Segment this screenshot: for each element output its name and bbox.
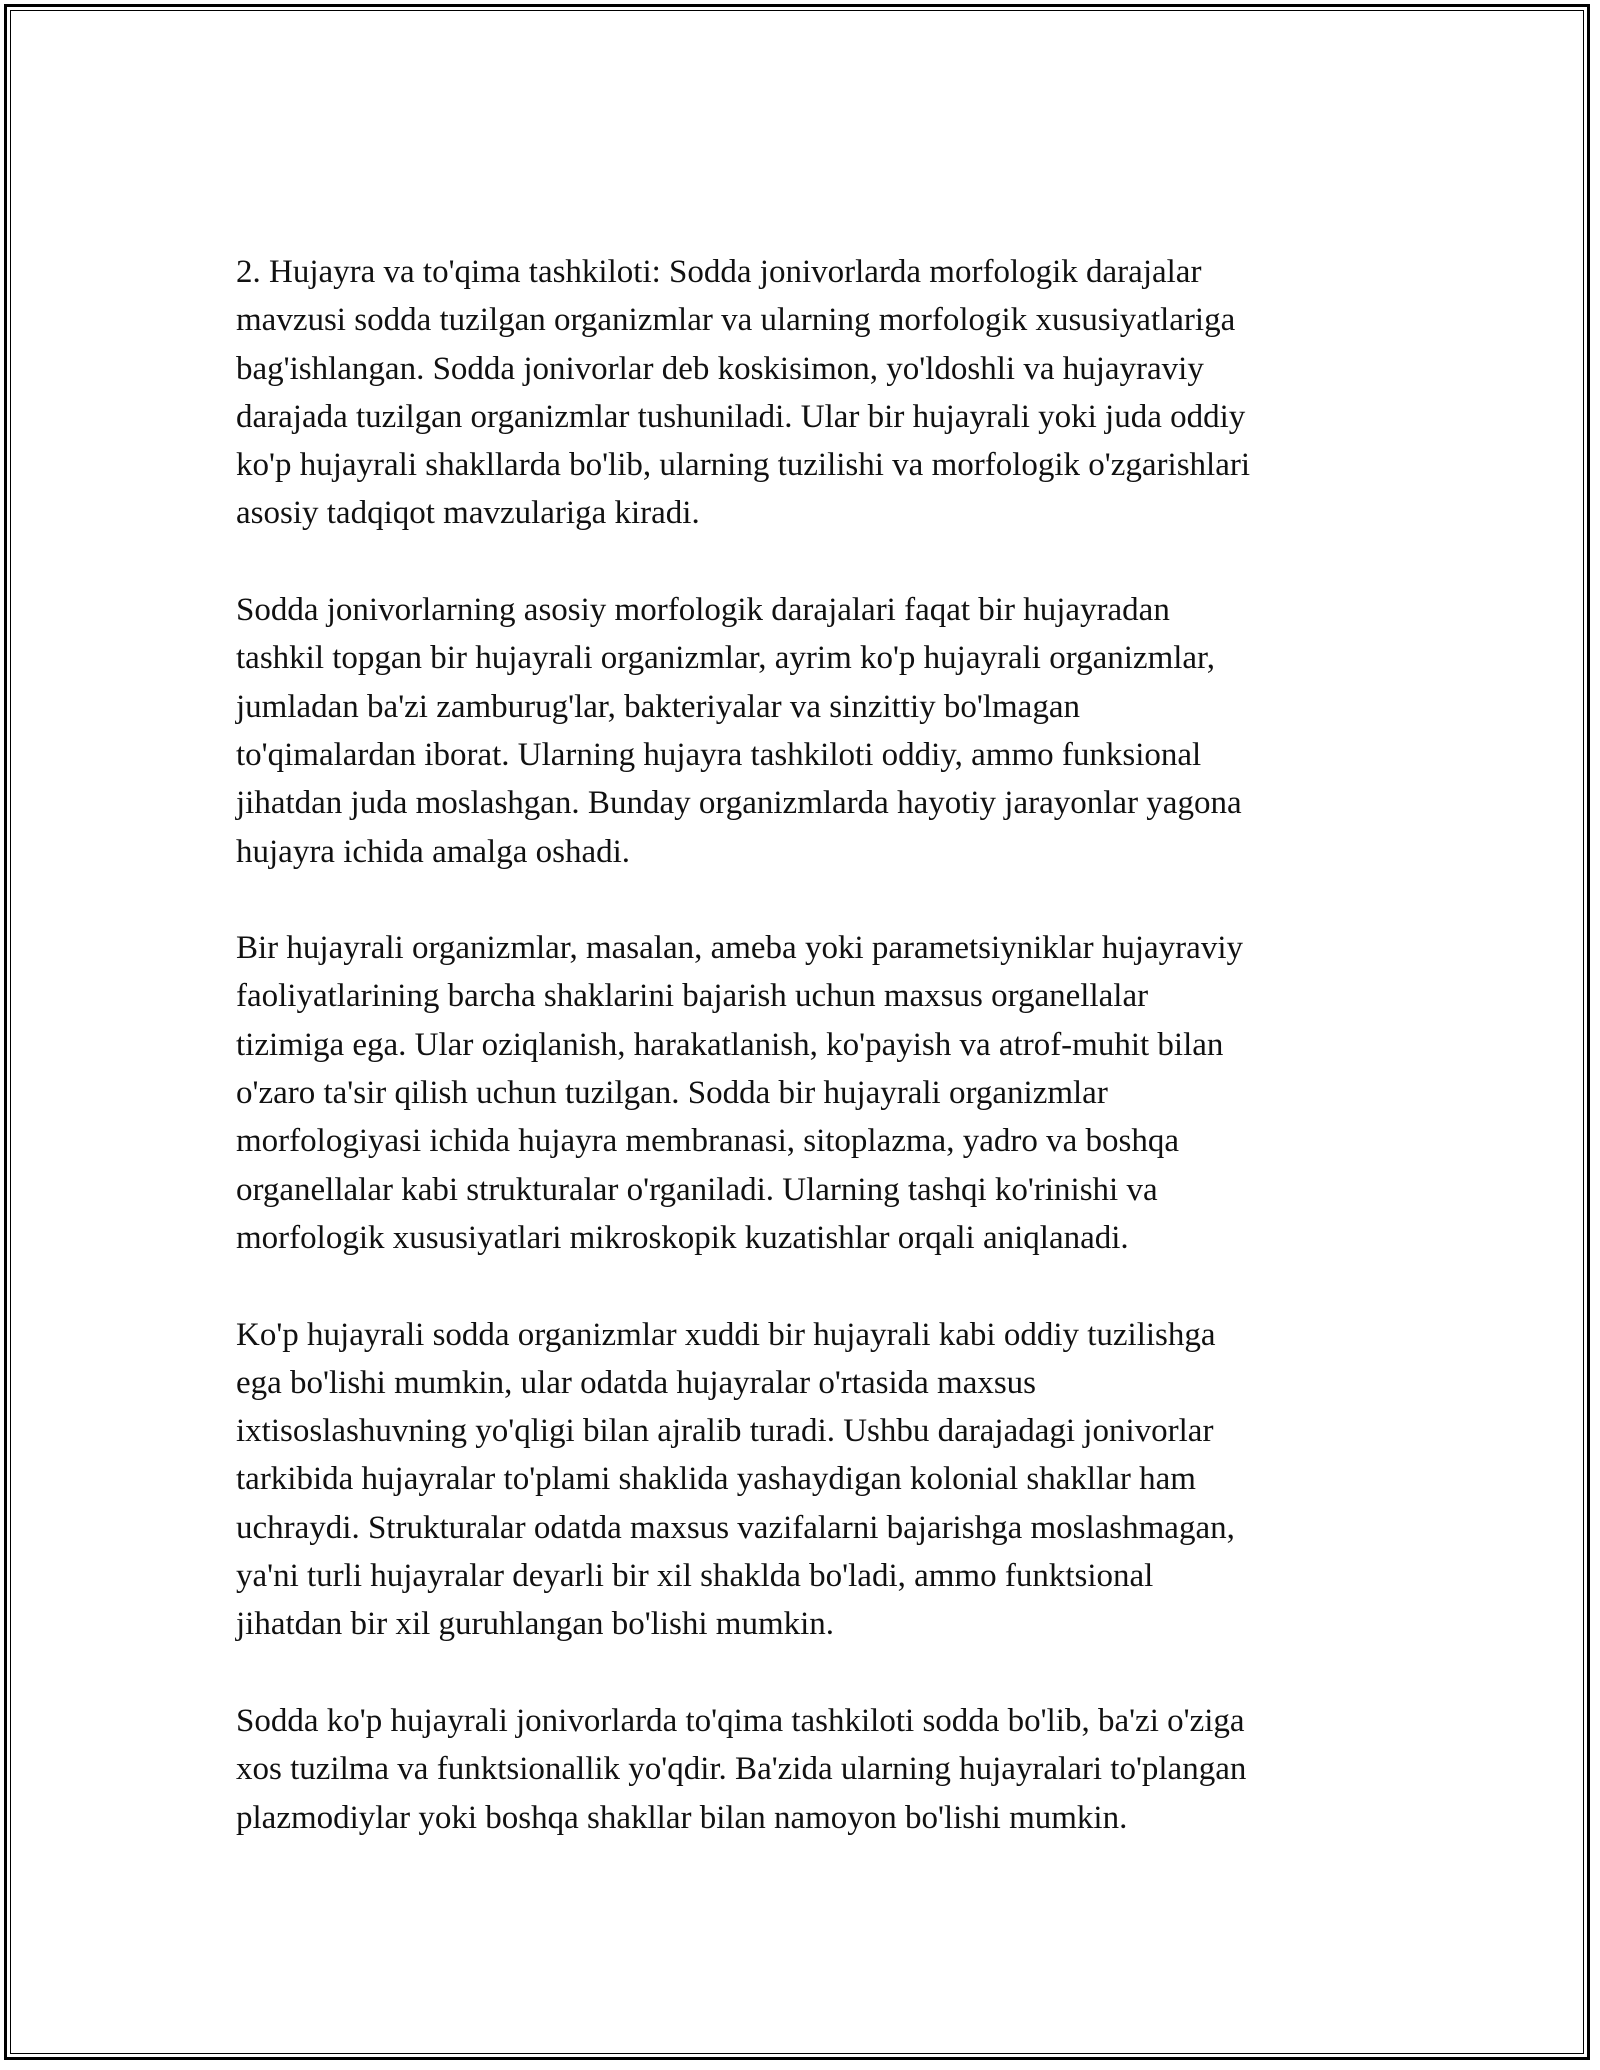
paragraph-2: Sodda jonivorlarning asosiy morfologik darajalari faqat bir hujayradan tashkil topgan bir hujayrali organizmlar, ayrim ko'p hujayrali organizmlar, jumladan ba'zi zamburug'lar, bakteriyalar va sinzittiy bo'lmagan to'qimalardan iborat. Ularning hujayra tashkiloti oddiy, ammo funksional jihatdan juda moslashgan. Bunday organizmlarda hayotiy jarayonlar yagona hujayra ichida amalga oshadi. (236, 592, 1242, 870)
paragraph-1: 2. Hujayra va to'qima tashkiloti: Sodda jonivorlarda morfologik darajalar mavzusi sodda tuzilgan organizmlar va ularning morfologik xususiyatlariga bag'ishlangan. Sodda jonivorlar deb koskisimon, yo'ldoshli va hujayraviy darajada tuzilgan organizmlar tushuniladi. Ular bir hujayrali yoki juda oddiy ko'p hujayrali shakllarda bo'lib, ularning tuzilishi va morfologik o'zgarishlari asosiy tadqiqot mavzulariga kiradi. (236, 254, 1251, 532)
paragraph-4: Ko'p hujayrali sodda organizmlar xuddi bir hujayrali kabi oddiy tuzilishga ega bo'lishi mumkin, ular odatda hujayralar o'rtasida maxsus ixtisoslashuvning yo'qligi bilan ajralib turadi. Ushbu darajadagi jonivorlar tarkibida hujayralar to'plami shaklida yashaydigan kolonial shakllar ham uchraydi. Strukturalar odatda maxsus vazifalarni bajarishga moslashmagan, ya'ni turli hujayralar deyarli bir xil shaklda bo'ladi, ammo funktsional jihatdan bir xil guruhlangan bo'lishi mumkin. (236, 1316, 1235, 1643)
paragraph-5: Sodda ko'p hujayrali jonivorlarda to'qima tashkiloti sodda bo'lib, ba'zi o'ziga xos tuzilma va funktsionallik yo'qdir. Ba'zida ularning hujayralari to'plangan plazmodiylar yoki boshqa shakllar bilan namoyon bo'lishi mumkin. (236, 1702, 1247, 1836)
document-body (236, 248, 1376, 1842)
paragraph-3: Bir hujayrali organizmlar, masalan, ameba yoki parametsiyniklar hujayraviy faoliyatlarining barcha shaklarini bajarish uchun maxsus organellalar tizimiga ega. Ular oziqlanish, harakatlanish, ko'payish va atrof-muhit bilan o'zaro ta'sir qilish uchun tuzilgan. Sodda bir hujayrali organizmlar morfologiyasi ichida hujayra membranasi, sitoplazma, yadro va boshqa organellalar kabi strukturalar o'rganiladi. Ularning tashqi ko'rinishi va morfologik xususiyatlari mikroskopik kuzatishlar orqali aniqlanadi. (236, 930, 1243, 1256)
